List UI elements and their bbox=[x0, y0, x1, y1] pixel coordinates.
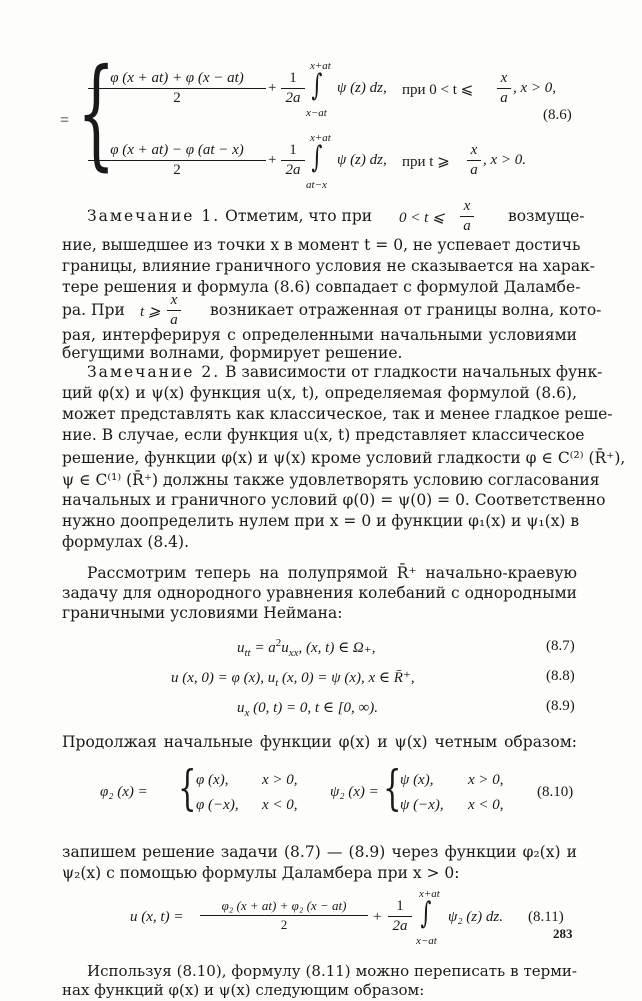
eq811-plus: + bbox=[373, 909, 382, 925]
eq811-coef bbox=[388, 898, 412, 935]
equation-number-8-10: (8.10) bbox=[537, 784, 574, 800]
case2-coef bbox=[281, 142, 305, 179]
remark2-line2: ций φ(x) и ψ(x) функция u(x, t), определяемая формулой (8.6), bbox=[62, 384, 577, 402]
eq88-body bbox=[171, 668, 415, 689]
remark2-line7: начальных и граничного условий φ(0) = ψ(0) = 0. Соответственно bbox=[62, 491, 606, 509]
remark2-line3: может представлять как классическое, так и менее гладкое реше- bbox=[62, 405, 613, 423]
case2-denominator: 2 bbox=[173, 162, 181, 178]
remark1-line5b: возникает отраженная от границы волна, кото- bbox=[210, 301, 602, 319]
neumann-line2: задачу для однородного уравнения колебаний с однородными bbox=[62, 584, 577, 602]
eq89-part-b: (0, t) = 0, t ∈ [0, ∞). bbox=[249, 700, 378, 716]
remark1-text-b: возмуще- bbox=[508, 207, 585, 225]
neumann-line3: граничными условиями Неймана: bbox=[62, 604, 343, 622]
neumann-line1: Рассмотрим теперь на полупрямой R̄⁺ начально-краевую bbox=[87, 564, 577, 582]
eq89-body bbox=[237, 698, 378, 719]
case2-integrand: ψ (z) dz, bbox=[337, 152, 387, 168]
remark2-line9: формулах (8.4). bbox=[62, 533, 189, 551]
final-line2: нах функций φ(x) и ψ(x) следующим образом: bbox=[62, 981, 425, 999]
remark2-line6: ψ ∈ C⁽¹⁾ (R̄⁺) должны также удовлетворять условию согласования bbox=[62, 471, 600, 489]
eq89-sub-x: x bbox=[244, 707, 250, 719]
psi2-brace: { bbox=[383, 760, 402, 816]
psi2-cond1: x > 0, bbox=[468, 772, 504, 788]
plus-sign: + bbox=[268, 152, 277, 168]
case1-integrand: ψ (z) dz, bbox=[337, 80, 387, 96]
remark2-line4: ние. В случае, если функция u(x, t) представляет классическое bbox=[62, 426, 585, 444]
equals-sign: = bbox=[60, 112, 70, 129]
coef-numerator: 1 bbox=[281, 70, 305, 89]
case1-cond-frac bbox=[497, 70, 511, 107]
case2-condition-tail: , x > 0. bbox=[483, 152, 527, 168]
remark1-line5-math: t ⩾ bbox=[140, 304, 161, 320]
remark2-line8: нужно доопределить нулем при x = 0 и функции φ₁(x) и ψ₁(x) в bbox=[62, 512, 580, 530]
equation-number-8-7: (8.7) bbox=[546, 638, 575, 654]
remark2-line5: решение, функции φ(x) и ψ(x) кроме условий гладкости φ ∈ C⁽²⁾ (R̄⁺), bbox=[62, 449, 626, 467]
eq87-sup: 2 bbox=[275, 637, 282, 649]
case2-numerator: φ (x + at) − φ (at − x) bbox=[88, 142, 266, 161]
eq87-body bbox=[237, 637, 375, 659]
eq811-coef-num: 1 bbox=[388, 898, 412, 917]
integral-sign: ∫ bbox=[420, 896, 432, 931]
remark1-frac-num: x bbox=[167, 292, 181, 311]
remark1-frac-den: a bbox=[463, 218, 471, 234]
left-brace: { bbox=[77, 44, 116, 183]
phi2-cond2: x < 0, bbox=[262, 797, 298, 813]
case2-condition: при t ⩾ bbox=[402, 154, 450, 170]
eq811-lower-limit: x−at bbox=[416, 935, 437, 947]
case1-coef bbox=[281, 70, 305, 107]
remark1-line7: бегущими волнами, формирует решение. bbox=[62, 344, 403, 362]
equation-number-8-8: (8.8) bbox=[546, 668, 575, 684]
case2-lower-limit: at−x bbox=[306, 179, 327, 191]
psi2-cond2: x < 0, bbox=[468, 797, 504, 813]
eq87-tail: , (x, t) ∈ Ω₊, bbox=[298, 640, 376, 656]
phi2-brace: { bbox=[178, 760, 197, 816]
remark1-line5-frac bbox=[167, 292, 181, 329]
remark1-line3: границы, влияние граничного условия не сказывается на харак- bbox=[62, 257, 596, 275]
case2-upper-limit: x+at bbox=[310, 132, 331, 144]
eq811-numerator: φ₂ (x + at) + φ₂ (x − at) bbox=[200, 898, 368, 916]
equation-number-8-9: (8.9) bbox=[546, 698, 575, 714]
case2-cond-frac bbox=[467, 142, 481, 179]
case1-condition: при 0 < t ⩽ bbox=[402, 82, 474, 98]
eq88-sub-t: t bbox=[275, 677, 279, 689]
write-line1: запишем решение задачи (8.7) — (8.9) через функции φ₂(x) и bbox=[62, 843, 577, 861]
phi2-cond1: x > 0, bbox=[262, 772, 298, 788]
equation-number-8-6: (8.6) bbox=[543, 107, 572, 123]
case1-upper-limit: x+at bbox=[310, 60, 331, 72]
coef-denominator: 2a bbox=[285, 90, 301, 106]
remark1-text-a: Отметим, что при bbox=[225, 207, 373, 225]
case1-lower-limit: x−at bbox=[306, 107, 327, 119]
final-line1: Используя (8.10), формулу (8.11) можно переписать в терми- bbox=[87, 962, 577, 980]
case1-condition-tail: , x > 0, bbox=[513, 80, 557, 96]
eq87-sub-xx: xx bbox=[288, 647, 299, 659]
remark1-frac-den: a bbox=[170, 312, 178, 328]
eq87-eq-a: = a bbox=[250, 640, 276, 656]
psi2-case1: ψ (x), bbox=[400, 772, 434, 788]
remark2-heading: Замечание 2. bbox=[87, 363, 221, 381]
phi2-case2: φ (−x), bbox=[196, 797, 239, 813]
eq88-part-a: u (x, 0) = φ (x), u bbox=[171, 670, 276, 686]
psi2-lhs: ψ₂ (x) = bbox=[330, 784, 379, 800]
remark1-line2: ние, вышедшее из точки x в момент t = 0, не успевает достичь bbox=[62, 236, 581, 254]
eq811-integrand: ψ₂ (z) dz. bbox=[448, 909, 503, 925]
remark1-line5a: ра. При bbox=[62, 301, 125, 319]
remark1-frac bbox=[460, 198, 474, 235]
phi2-case1: φ (x), bbox=[196, 772, 229, 788]
eq88-part-b: (x, 0) = ψ (x), x ∈ R̄⁺, bbox=[278, 670, 415, 686]
eq811-denominator: 2 bbox=[280, 917, 288, 932]
remark1-math: 0 < t ⩽ bbox=[399, 210, 445, 226]
eq87-u2: u bbox=[281, 640, 289, 656]
cond-frac-num: x bbox=[467, 142, 481, 161]
integral-sign: ∫ bbox=[311, 68, 323, 103]
remark1-heading: Замечание 1. bbox=[87, 207, 221, 225]
remark1-frac-num: x bbox=[460, 198, 474, 217]
case1-fraction bbox=[88, 70, 266, 107]
psi2-case2: ψ (−x), bbox=[400, 797, 444, 813]
cond-frac-den: a bbox=[470, 162, 478, 178]
eq811-lhs: u (x, t) = bbox=[130, 909, 184, 925]
eq811-coef-den: 2a bbox=[392, 918, 408, 934]
case1-denominator: 2 bbox=[173, 90, 181, 106]
eq87-sub-tt: tt bbox=[244, 647, 251, 659]
case1-numerator: φ (x + at) + φ (x − at) bbox=[88, 70, 266, 89]
cond-frac-num: x bbox=[497, 70, 511, 89]
coef-denominator: 2a bbox=[285, 162, 301, 178]
cond-frac-den: a bbox=[500, 90, 508, 106]
integral-sign: ∫ bbox=[311, 140, 323, 175]
write-line2: ψ₂(x) с помощью формулы Даламбера при x > 0: bbox=[62, 864, 460, 882]
equation-number-8-11: (8.11) bbox=[528, 909, 564, 925]
remark1-line6: рая, интерферируя с определенными начальными условиями bbox=[62, 326, 577, 344]
page-number: 283 bbox=[553, 926, 573, 941]
plus-sign: + bbox=[268, 80, 277, 96]
remark1-line1 bbox=[87, 206, 372, 227]
remark2-text1: В зависимости от гладкости начальных функ- bbox=[225, 363, 603, 381]
remark1-line4: тере решения и формула (8.6) совпадает с формулой Даламбе- bbox=[62, 278, 581, 296]
eq811-fraction bbox=[200, 898, 368, 933]
case2-fraction bbox=[88, 142, 266, 179]
eq811-upper-limit: x+at bbox=[419, 888, 440, 900]
even-extension-line: Продолжая начальные функции φ(x) и ψ(x) четным образом: bbox=[62, 733, 577, 751]
eq87-u: u bbox=[237, 640, 245, 656]
coef-numerator: 1 bbox=[281, 142, 305, 161]
eq89-part-a: u bbox=[237, 700, 245, 716]
remark2-line1 bbox=[87, 362, 603, 383]
phi2-lhs: φ₂ (x) = bbox=[100, 784, 148, 800]
